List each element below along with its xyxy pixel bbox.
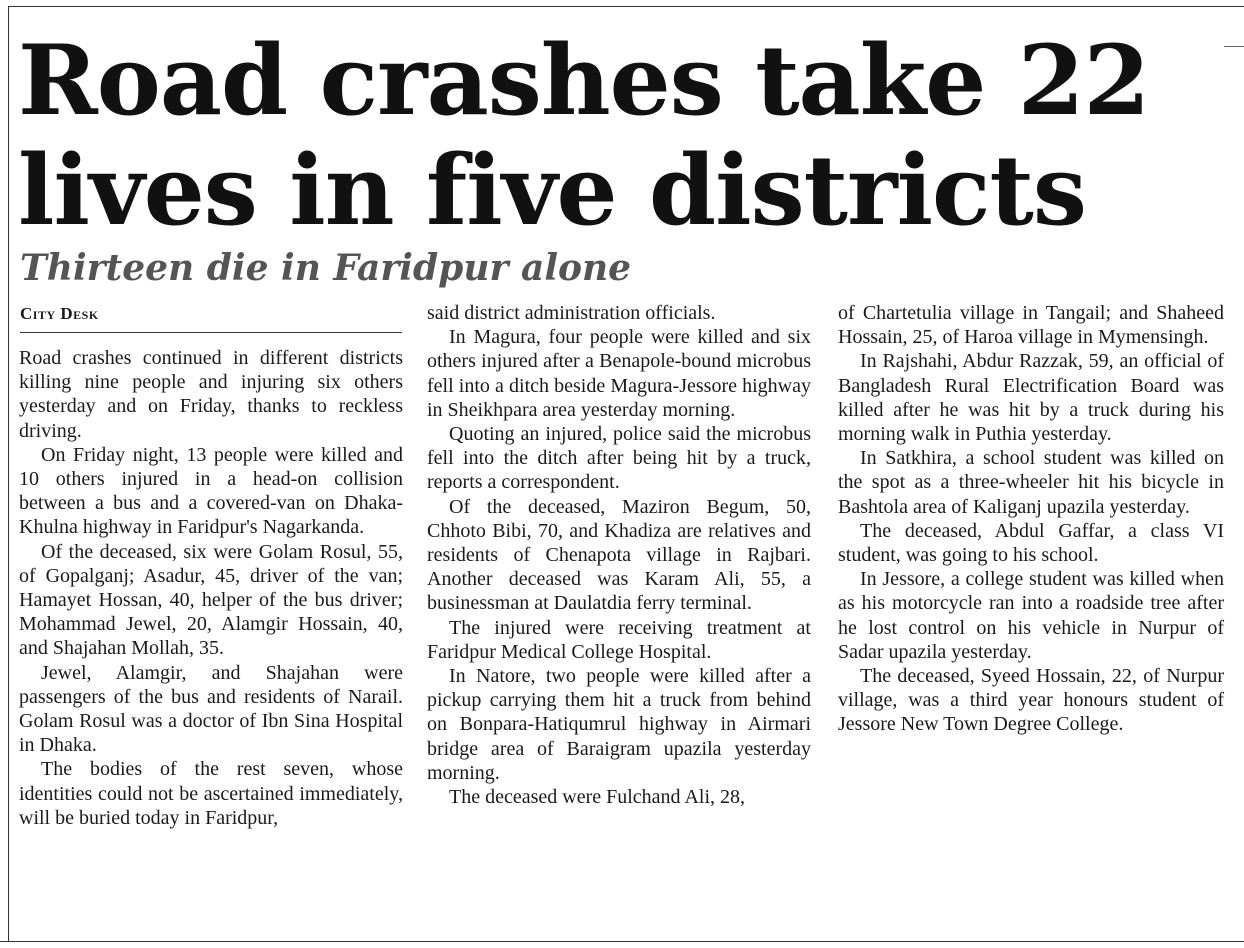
paragraph: The bodies of the rest seven, whose identities could not be ascertained immediately, will be buried today in Faridpur, xyxy=(19,758,403,829)
paragraph: Quoting an injured, police said the microbus fell into the ditch after being hit by a truck, reports a correspondent. xyxy=(427,423,811,494)
paragraph: The injured were receiving treatment at Faridpur Medical College Hospital. xyxy=(427,616,811,663)
headline: Road crashes take 22 lives in five districts xyxy=(18,24,1150,247)
paragraph: Road crashes continued in different districts killing nine people and injuring six others yesterday and on Friday, thanks to reckless driving. xyxy=(19,347,403,442)
paragraph: Jewel, Alamgir, and Shajahan were passengers of the bus and residents of Narail. Golam Rosul was a doctor of Ibn Sina Hospital in Dhaka. xyxy=(19,661,403,757)
paragraph: In Magura, four people were killed and six others injured after a Benapole-bound microbus fell into a ditch beside Magura-Jessore highway in Sheikhpara area yesterday morning. xyxy=(427,326,811,421)
article-column-3 xyxy=(838,301,1224,737)
paragraph: of Chartetulia village in Tangail; and Shaheed Hossain, 25, of Haroa village in Mymensingh. xyxy=(838,302,1224,349)
paragraph: In Natore, two people were killed after a pickup carrying them hit a truck from behind on Bonpara-Hatiqumrul highway in Airmari bridge area of Baraigram upazila yesterday morning. xyxy=(427,665,811,784)
paragraph: The deceased were Fulchand Ali, 28, xyxy=(449,786,746,809)
paragraph: The deceased, Syeed Hossain, 22, of Nurpur village, was a third year honours student of Jessore New Town Degree College. xyxy=(838,665,1224,736)
paragraph: Of the deceased, Maziron Begum, 50, Chhoto Bibi, 70, and Khadiza are relatives and residents of Chenapota village in Rajbari. Another deceased was Karam Ali, 55, a businessman at Daulatdia ferry terminal. xyxy=(427,495,811,615)
paragraph: said district administration officials. xyxy=(427,302,716,324)
top-border xyxy=(8,6,1244,7)
paragraph: The deceased, Abdul Gaffar, a class VI student, was going to his school. xyxy=(838,519,1224,567)
paragraph: On Friday night, 13 people were killed and 10 others injured in a head-on collision between a bus and a covered-van on Dhaka-Khulna highway in Faridpur's Nagarkanda. xyxy=(19,443,403,539)
paragraph: In Jessore, a college student was killed when as his motorcycle ran into a roadside tree after he lost control on his vehicle in Nurpur of Sadar upazila yesterday. xyxy=(838,568,1224,663)
article-column-1 xyxy=(19,346,403,830)
article-column-2 xyxy=(427,301,811,809)
paragraph: Of the deceased, six were Golam Rosul, 55, of Gopalganj; Asadur, 45, driver of the van; Hamayet Hossan, 40, helper of the bus driver; Mohammad Jewel, 20, Alamgir Hossain, 40, and Shajahan Mollah, 35. xyxy=(19,540,403,660)
paragraph: In Satkhira, a school student was killed on the spot as a three-wheeler hit his bicycle in Bashtola area of Kaliganj upazila yesterday. xyxy=(838,447,1224,518)
bottom-border xyxy=(0,941,1244,942)
paragraph: In Rajshahi, Abdur Razzak, 59, an official of Bangladesh Rural Electrification Board was killed after he was hit by a truck during his morning walk in Puthia yesterday. xyxy=(838,350,1224,446)
byline: City Desk xyxy=(20,302,402,333)
left-border xyxy=(8,6,9,942)
subheadline: Thirteen die in Faridpur alone xyxy=(20,247,632,289)
